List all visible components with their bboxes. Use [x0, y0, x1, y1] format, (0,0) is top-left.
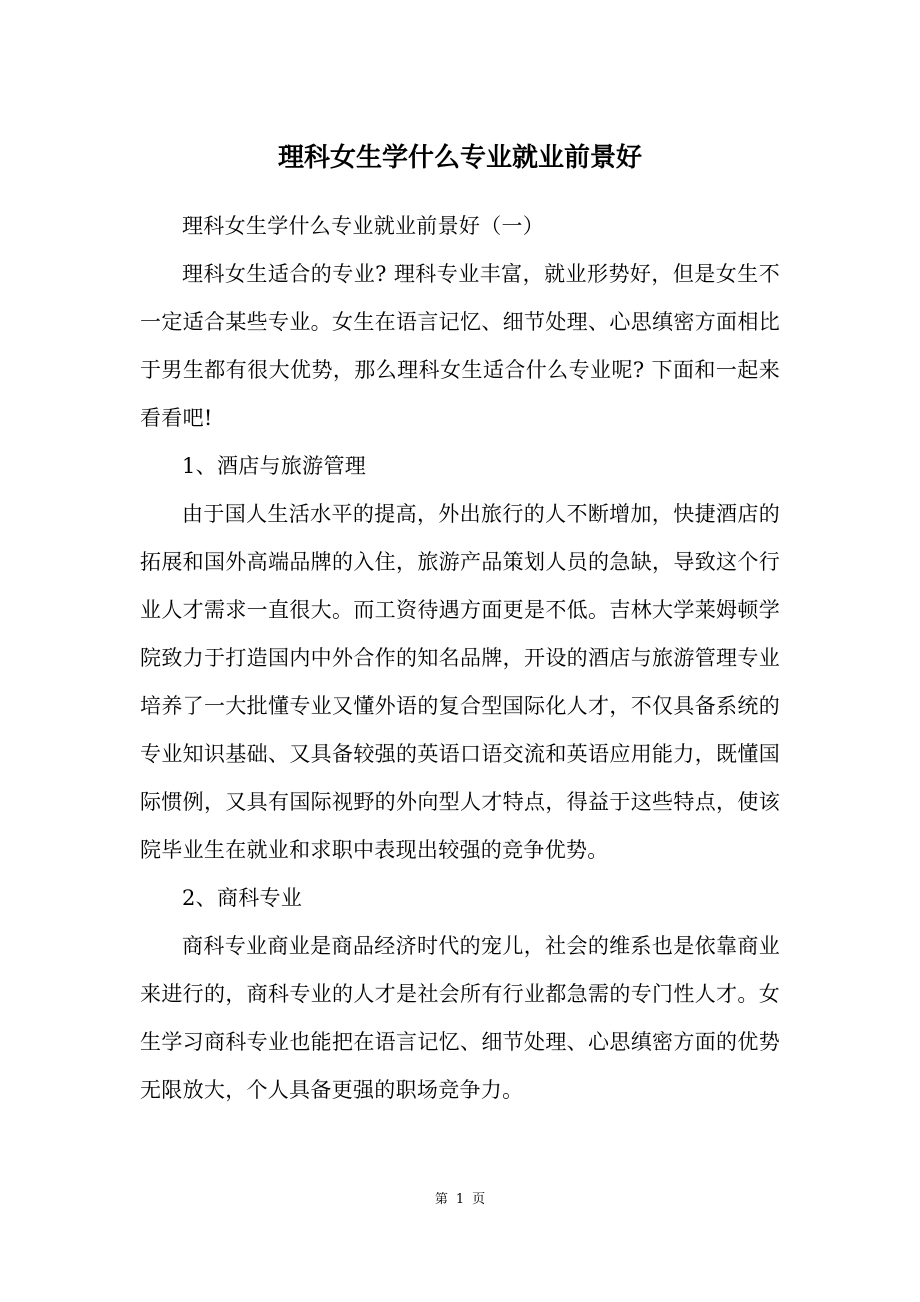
paragraph-business: 商科专业商业是商品经济时代的宠儿，社会的维系也是依靠商业来进行的，商科专业的人才是社会所有行业都急需的专门性人才。女生学习商科专业也能把在语言记忆、细节处理、心思缜密方面的优势无限放大，个人具备更强的职场竞争力。 [140, 934, 780, 1102]
paragraph-subtitle: 理科女生学什么专业就业前景好（一） [182, 214, 545, 238]
section-heading-hotel-tourism: 1、酒店与旅游管理 [182, 454, 367, 478]
section-heading-business: 2、商科专业 [182, 886, 303, 910]
page-footer [0, 1190, 920, 1210]
footer-suffix: 页 [472, 1192, 486, 1207]
page-number: 1 [455, 1192, 465, 1207]
footer-prefix: 第 [434, 1192, 448, 1207]
document-body [140, 202, 780, 1114]
paragraph-intro: 理科女生适合的专业? 理科专业丰富，就业形势好，但是女生不一定适合某些专业。女生在语言记忆、细节处理、心思缜密方面相比于男生都有很大优势，那么理科女生适合什么专业呢? 下面和一起来看看吧! [140, 262, 780, 430]
paragraph-hotel-tourism: 由于国人生活水平的提高，外出旅行的人不断增加，快捷酒店的拓展和国外高端品牌的入住，旅游产品策划人员的急缺，导致这个行业人才需求一直很大。而工资待遇方面更是不低。吉林大学莱姆顿学院致力于打造国内中外合作的知名品牌，开设的酒店与旅游管理专业培养了一大批懂专业又懂外语的复合型国际化人才，不仅具备系统的专业知识基础、又具备较强的英语口语交流和英语应用能力，既懂国际惯例，又具有国际视野的外向型人才特点，得益于这些特点，使该院毕业生在就业和求职中表现出较强的竞争优势。 [140, 502, 780, 862]
document-title: 理科女生学什么专业就业前景好 [277, 143, 642, 173]
